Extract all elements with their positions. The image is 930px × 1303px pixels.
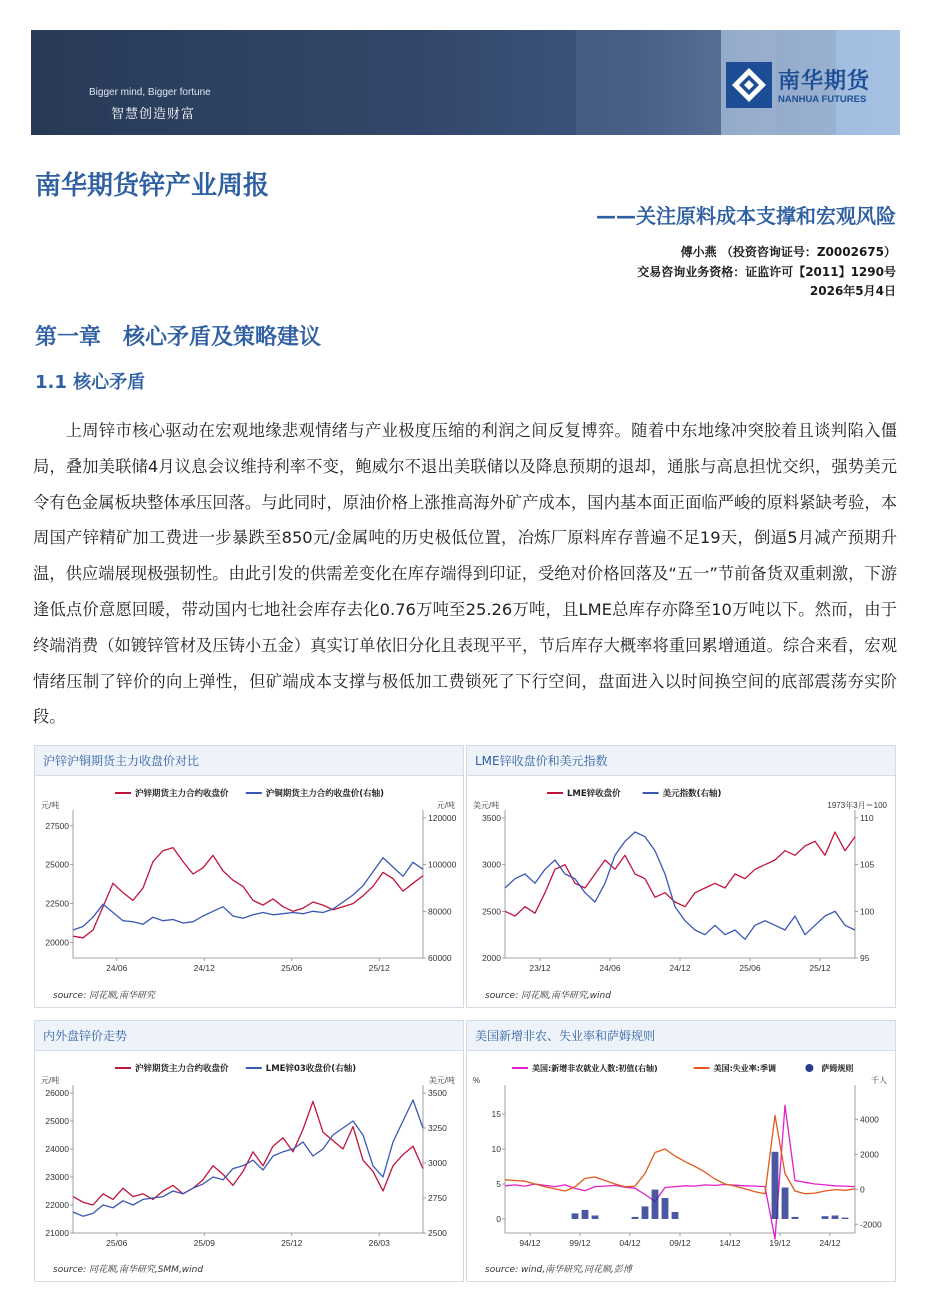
y-tick-label-right: 4000 — [860, 1114, 879, 1125]
chart-title: 沪锌沪铜期货主力收盘价对比 — [35, 746, 463, 776]
header-banner — [31, 30, 900, 135]
chart-domestic-foreign — [35, 1051, 463, 1251]
y-tick-label-left: 22000 — [45, 1200, 69, 1210]
y-tick-label-right: 80000 — [428, 906, 452, 917]
y-tick-label-left: 2500 — [482, 906, 501, 917]
y-tick-label-left: 3000 — [482, 859, 501, 870]
right-unit-label: 美元/吨 — [428, 1076, 455, 1085]
legend-label: 萨姆规则 — [821, 1064, 854, 1073]
x-tick-label: 24/06 — [599, 963, 621, 973]
sahm-bar — [652, 1190, 659, 1219]
x-tick-label: 99/12 — [569, 1238, 591, 1248]
legend-label: 美国:新增非农就业人数:初值(右轴) — [532, 1064, 658, 1073]
y-tick-label-right: 3500 — [428, 1088, 447, 1098]
left-unit-label: % — [473, 1076, 481, 1085]
x-tick-label: 24/12 — [193, 963, 215, 973]
x-tick-label: 25/06 — [281, 963, 303, 973]
sahm-bar — [642, 1206, 649, 1219]
nanhua-logo-icon — [726, 62, 772, 108]
report-author: 傅小燕 （投资咨询证号：Z0002675） — [680, 245, 896, 259]
x-tick-label: 25/12 — [281, 1238, 303, 1248]
report-title: 南华期货锌产业周报 — [35, 171, 270, 201]
series-line — [73, 1100, 423, 1216]
y-tick-label-left: 15 — [491, 1109, 501, 1119]
x-tick-label: 94/12 — [519, 1238, 541, 1248]
y-tick-label-left: 22500 — [45, 898, 69, 909]
x-tick-label: 25/06 — [739, 963, 761, 973]
right-unit-label: 元/吨 — [436, 801, 455, 810]
y-tick-label-right: 95 — [860, 953, 870, 963]
left-unit-label: 元/吨 — [41, 801, 60, 810]
x-tick-label: 26/03 — [368, 1238, 390, 1248]
slogan-english: Bigger mind, Bigger fortune — [89, 87, 211, 98]
y-tick-label-left: 26000 — [45, 1088, 69, 1098]
y-tick-label-right: 2000 — [860, 1149, 879, 1160]
right-unit-label: 千人 — [871, 1076, 887, 1085]
y-tick-label-right: 105 — [860, 859, 875, 870]
x-tick-label: 23/12 — [529, 963, 551, 973]
company-logo — [726, 60, 896, 110]
right-unit-label: 1973年3月＝100 — [827, 801, 887, 810]
chart-panel-lme-dxy — [466, 745, 896, 1008]
sahm-bar — [592, 1216, 599, 1220]
y-tick-label-left: 24000 — [45, 1144, 69, 1154]
report-license: 交易咨询业务资格：证监许可【2011】1290号 — [637, 265, 896, 279]
sahm-bar — [662, 1198, 669, 1219]
legend-label: 沪锌期货主力合约收盘价 — [135, 1064, 229, 1074]
chart-zinc-copper — [35, 776, 463, 976]
chart-us-jobs — [467, 1051, 895, 1251]
series-line — [73, 1101, 423, 1205]
legend-label: LME锌收盘价 — [567, 789, 621, 799]
slogan-chinese: 智慧创造财富 — [111, 107, 196, 122]
legend-marker — [805, 1064, 813, 1072]
chart-source: source: 同花顺,南华研究,wind — [485, 991, 611, 1001]
y-tick-label-left: 25000 — [45, 859, 69, 870]
y-tick-label-left: 23000 — [45, 1172, 69, 1182]
x-tick-label: 09/12 — [669, 1238, 691, 1248]
chart-panel-domestic-foreign — [34, 1020, 464, 1282]
series-line — [505, 1105, 855, 1239]
y-tick-label-right: 100 — [860, 906, 875, 917]
legend-label: 沪铜期货主力合约收盘价(右轴) — [265, 789, 385, 799]
y-tick-label-left: 3500 — [482, 813, 501, 823]
x-tick-label: 25/12 — [809, 963, 831, 973]
legend-label: 美国:失业率:季调 — [713, 1064, 777, 1073]
series-line — [73, 848, 423, 938]
series-line — [505, 832, 855, 916]
sahm-bar — [582, 1210, 589, 1219]
sahm-bar — [822, 1216, 829, 1219]
x-tick-label: 25/06 — [106, 1238, 128, 1248]
left-unit-label: 元/吨 — [41, 1076, 60, 1085]
x-tick-label: 14/12 — [719, 1238, 741, 1248]
report-subtitle: ——关注原料成本支撑和宏观风险 — [596, 204, 896, 228]
x-tick-label: 24/12 — [669, 963, 691, 973]
sahm-bar — [572, 1213, 579, 1219]
sahm-bar — [672, 1212, 679, 1219]
y-tick-label-right: -2000 — [860, 1219, 882, 1230]
x-tick-label: 04/12 — [619, 1238, 641, 1248]
y-tick-label-left: 27500 — [45, 820, 69, 831]
y-tick-label-right: 60000 — [428, 953, 452, 963]
body-paragraph: 上周锌市核心驱动在宏观地缘悲观情绪与产业极度压缩的利润之间反复博弈。随着中东地缘冲突胶着且谈判陷入僵局，叠加美联储4月议息会议维持利率不变，鲍威尔不退出美联储以及降息预期的退却，通胀与高息担忧交织，强势美元令有色金属板块整体承压回落。与此同时，原油价格上涨推高海外矿产成本，国内基本面正面临严峻的原料紧缺考验，本周国产锌精矿加工费进一步暴跌至850元/金属吨的历史极低位置，冶炼厂原料库存普遍不足19天，倒逼5月减产预期升温，供应端展现极强韧性。由此引发的供需差变化在库存端得到印证，受绝对价格回落及“五一”节前备货双重刺激，下游逢低点价意愿回暖，带动国内七地社会库存去化0.76万吨至25.26万吨，且LME总库存亦降至10万吨以下。然而，由于终端消费（如镀锌管材及压铸小五金）真实订单依旧分化且表现平平，节后库存大概率将重回累增通道。综合来看，宏观情绪压制了锌价的向上弹性，但矿端成本支撑与极低加工费锁死了下行空间，盘面进入以时间换空间的底部震荡夯实阶段。 — [33, 421, 897, 727]
chart-title: LME锌收盘价和美元指数 — [467, 746, 895, 776]
x-tick-label: 24/06 — [106, 963, 128, 973]
section-heading: 1.1 核心矛盾 — [35, 372, 146, 393]
chart-title: 内外盘锌价走势 — [35, 1021, 463, 1051]
sahm-bar — [792, 1217, 799, 1219]
y-tick-label-right: 3000 — [428, 1158, 447, 1168]
y-tick-label-left: 20000 — [45, 937, 69, 948]
y-tick-label-left: 21000 — [45, 1228, 69, 1238]
y-tick-label-right: 2750 — [428, 1193, 447, 1203]
sahm-bar — [632, 1217, 639, 1219]
y-tick-label-right: 110 — [860, 813, 874, 823]
y-tick-label-right: 0 — [860, 1184, 865, 1195]
legend-label: 沪锌期货主力合约收盘价 — [135, 789, 229, 799]
chart-panel-us-jobs — [466, 1020, 896, 1282]
chart-source: source: 同花顺,南华研究 — [53, 991, 155, 1001]
x-tick-label: 25/12 — [368, 963, 390, 973]
x-tick-label: 24/12 — [819, 1238, 841, 1248]
y-tick-label-left: 25000 — [45, 1116, 69, 1126]
chart-title: 美国新增非农、失业率和萨姆规则 — [467, 1021, 895, 1051]
legend-label: 美元指数(右轴) — [662, 789, 722, 799]
y-tick-label-right: 100000 — [428, 859, 457, 870]
x-tick-label: 19/12 — [769, 1238, 791, 1248]
chart-lme-dxy — [467, 776, 895, 976]
sahm-bar — [782, 1188, 789, 1220]
sahm-bar — [842, 1218, 849, 1219]
y-tick-label-right: 3250 — [428, 1123, 447, 1133]
chart-source: source: 同花顺,南华研究,SMM,wind — [53, 1265, 204, 1275]
sahm-bar — [772, 1152, 779, 1219]
y-tick-label-left: 2000 — [482, 953, 501, 963]
logo-name-chinese: 南华期货 — [778, 69, 871, 94]
x-tick-label: 25/09 — [193, 1238, 215, 1248]
y-tick-label-left: 0 — [496, 1214, 501, 1224]
chart-source: source: wind,南华研究,同花顺,彭博 — [485, 1265, 632, 1275]
left-unit-label: 美元/吨 — [473, 801, 500, 810]
y-tick-label-right: 120000 — [428, 813, 457, 823]
sahm-bar — [832, 1216, 839, 1220]
legend-label: LME锌03收盘价(右轴) — [265, 1064, 357, 1074]
y-tick-label-right: 2500 — [428, 1228, 447, 1238]
y-tick-label-left: 5 — [496, 1179, 501, 1189]
logo-name-english: NANHUA FUTURES — [778, 94, 867, 105]
report-date: 2026年5月4日 — [809, 284, 896, 298]
y-tick-label-left: 10 — [491, 1144, 501, 1154]
chapter-heading: 第一章 核心矛盾及策略建议 — [35, 325, 322, 350]
chart-panel-zinc-copper — [34, 745, 464, 1008]
